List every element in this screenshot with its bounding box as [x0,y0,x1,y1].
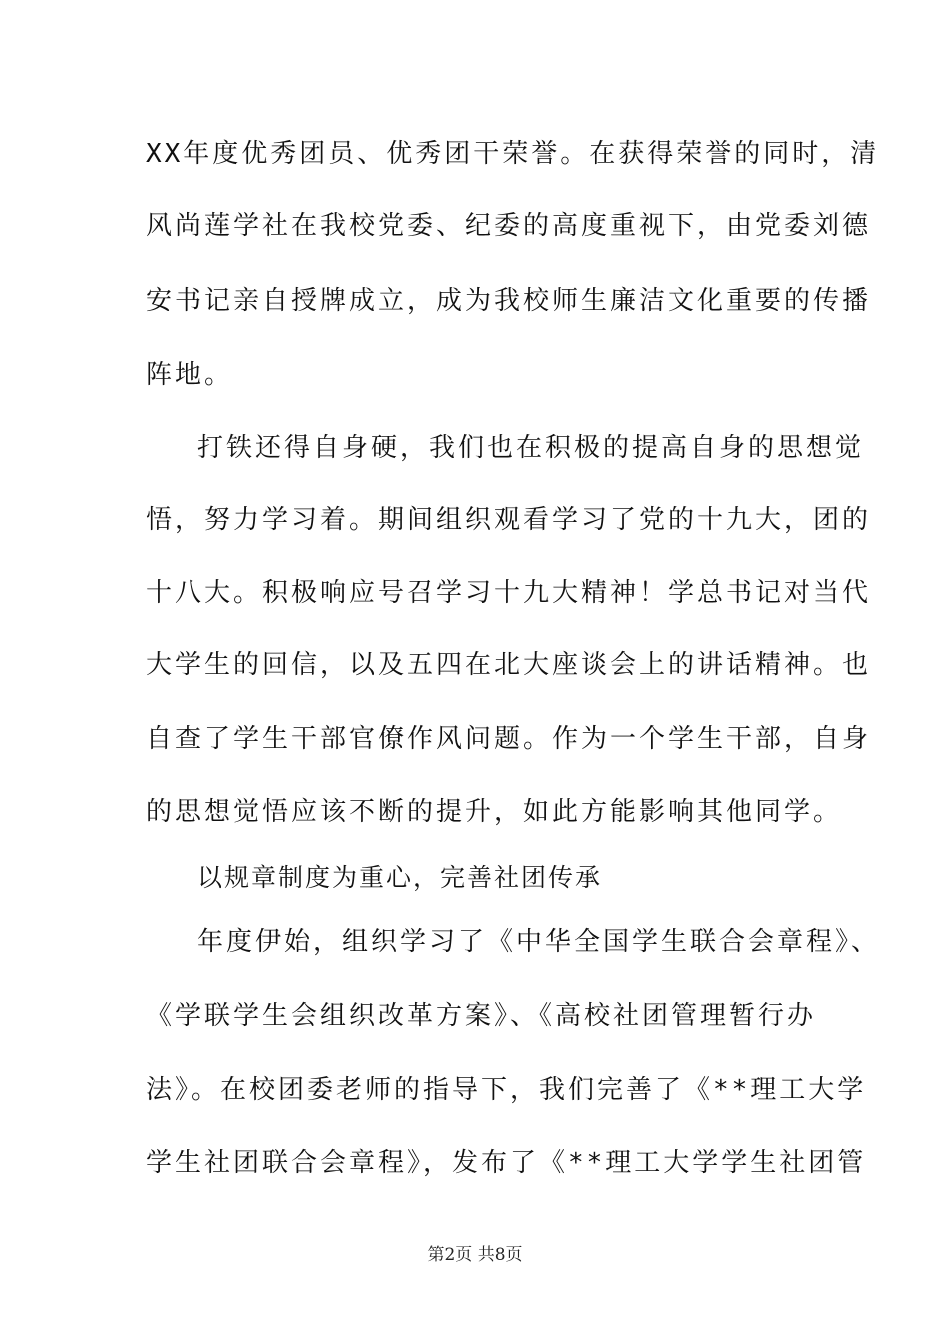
paragraph-line-10: 的思想觉悟应该不断的提升，如此方能影响其他同学。 [146,797,843,827]
paragraph-line-8: 大学生的回信，以及五四在北大座谈会上的讲话精神。也 [146,650,872,680]
paragraph-line-6: 悟，努力学习着。期间组织观看学习了党的十九大，团的 [146,505,872,535]
paragraph-line-3: 安书记亲自授牌成立，成为我校师生廉洁文化重要的传播 [146,286,872,316]
paragraph-line-1: XX年度优秀团员、优秀团干荣誉。在获得荣誉的同时，清 [146,139,880,169]
paragraph-line-11: 年度伊始，组织学习了《中华全国学生联合会章程》、 [197,927,881,957]
paragraph-line-12: 《学联学生会组织改革方案》、《高校社团管理暂行办 [146,1001,817,1031]
paragraph-line-9: 自查了学生干部官僚作风问题。作为一个学生干部，自身 [146,724,872,754]
paragraph-line-7: 十八大。积极响应号召学习十九大精神！学总书记对当代 [146,578,872,608]
paragraph-line-4: 阵地。 [146,360,234,390]
paragraph-line-2: 风尚莲学社在我校党委、纪委的高度重视下，由党委刘德 [146,211,872,241]
page-number-footer: 第2页 共8页 [427,1245,523,1265]
paragraph-line-13: 法》。在校团委老师的指导下，我们完善了《**理工大学 [146,1075,867,1105]
paragraph-line-14: 学生社团联合会章程》，发布了《**理工大学学生社团管 [146,1148,867,1178]
paragraph-line-5: 打铁还得自身硬，我们也在积极的提高自身的思想觉 [197,433,865,463]
section-heading: 以规章制度为重心，完善社团传承 [197,863,603,892]
